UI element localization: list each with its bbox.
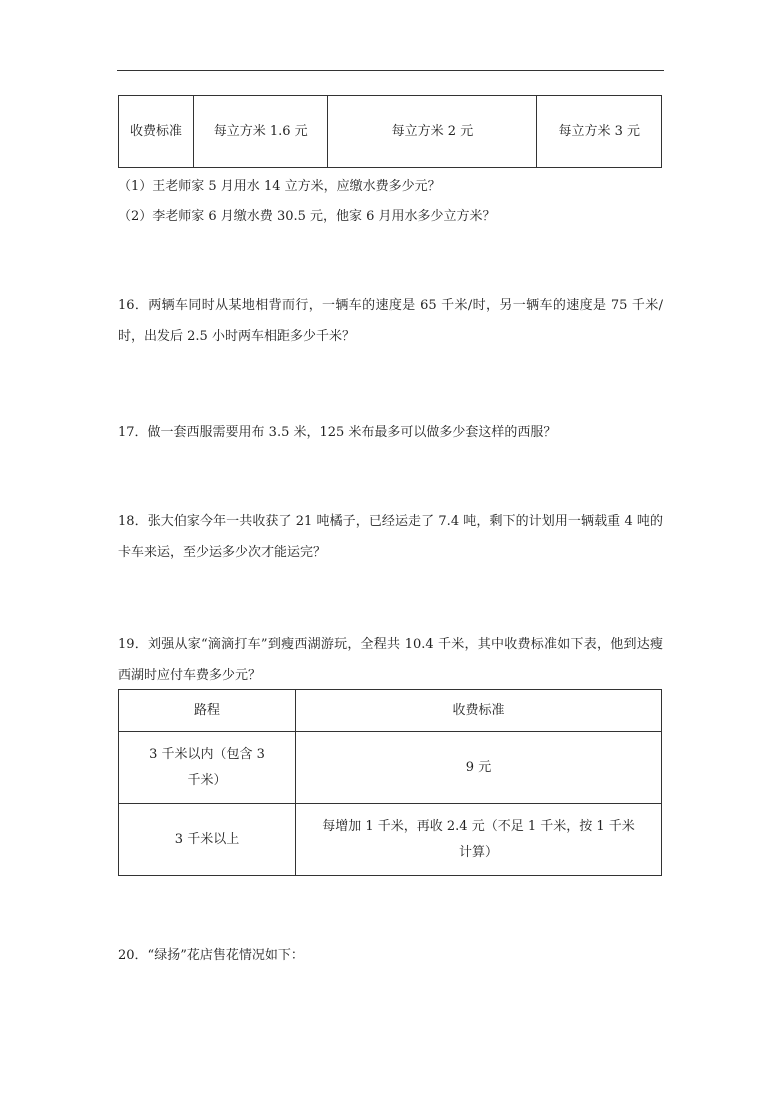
q16-text: 16．两辆车同时从某地相背而行，一辆车的速度是 65 千米/时，另一辆车的速度是 75 千米/时，出发后 2.5 小时两车相距多少千米？ xyxy=(118,298,663,344)
q15-sub1: （1）王老师家 5 月用水 14 立方米，应缴水费多少元？ xyxy=(118,179,441,194)
row2-fee: 每增加 1 千米，再收 2.4 元（不足 1 千米，按 1 千米计算） xyxy=(296,804,662,876)
water-fee-table xyxy=(118,95,662,168)
header-distance: 路程 xyxy=(119,690,296,732)
table-row xyxy=(119,690,662,732)
q19-text: 19．刘强从家“滴滴打车”到瘦西湖游玩，全程共 10.4 千米，其中收费标准如下表，他到达瘦西湖时应付车费多少元？ xyxy=(118,637,663,683)
q18-text: 18．张大伯家今年一共收获了 21 吨橘子，已经运走了 7.4 吨，剩下的计划用一辆载重 4 吨的卡车来运，至少运多少次才能运完？ xyxy=(118,514,663,560)
fee-cell-1: 每立方米 1.6 元 xyxy=(193,96,327,168)
table-row xyxy=(119,96,662,168)
table-row xyxy=(119,804,662,876)
q20-text: 20．“绿扬”花店售花情况如下： xyxy=(118,948,304,963)
fee-cell-3: 每立方米 3 元 xyxy=(537,96,662,168)
fee-label-cell: 收费标准 xyxy=(119,96,194,168)
q17-text: 17．做一套西服需要用布 3.5 米，125 米布最多可以做多少套这样的西服？ xyxy=(118,425,557,440)
taxi-fee-table xyxy=(118,689,662,876)
header-fee: 收费标准 xyxy=(296,690,662,732)
row1-fee: 9 元 xyxy=(296,732,662,804)
table-row xyxy=(119,732,662,804)
q15-sub2: （2）李老师家 6 月缴水费 30.5 元，他家 6 月用水多少立方米？ xyxy=(118,209,496,224)
row1-distance: 3 千米以内（包含 3 千米） xyxy=(119,732,296,804)
row2-distance: 3 千米以上 xyxy=(119,804,296,876)
header-rule xyxy=(117,70,664,71)
fee-cell-2: 每立方米 2 元 xyxy=(328,96,537,168)
